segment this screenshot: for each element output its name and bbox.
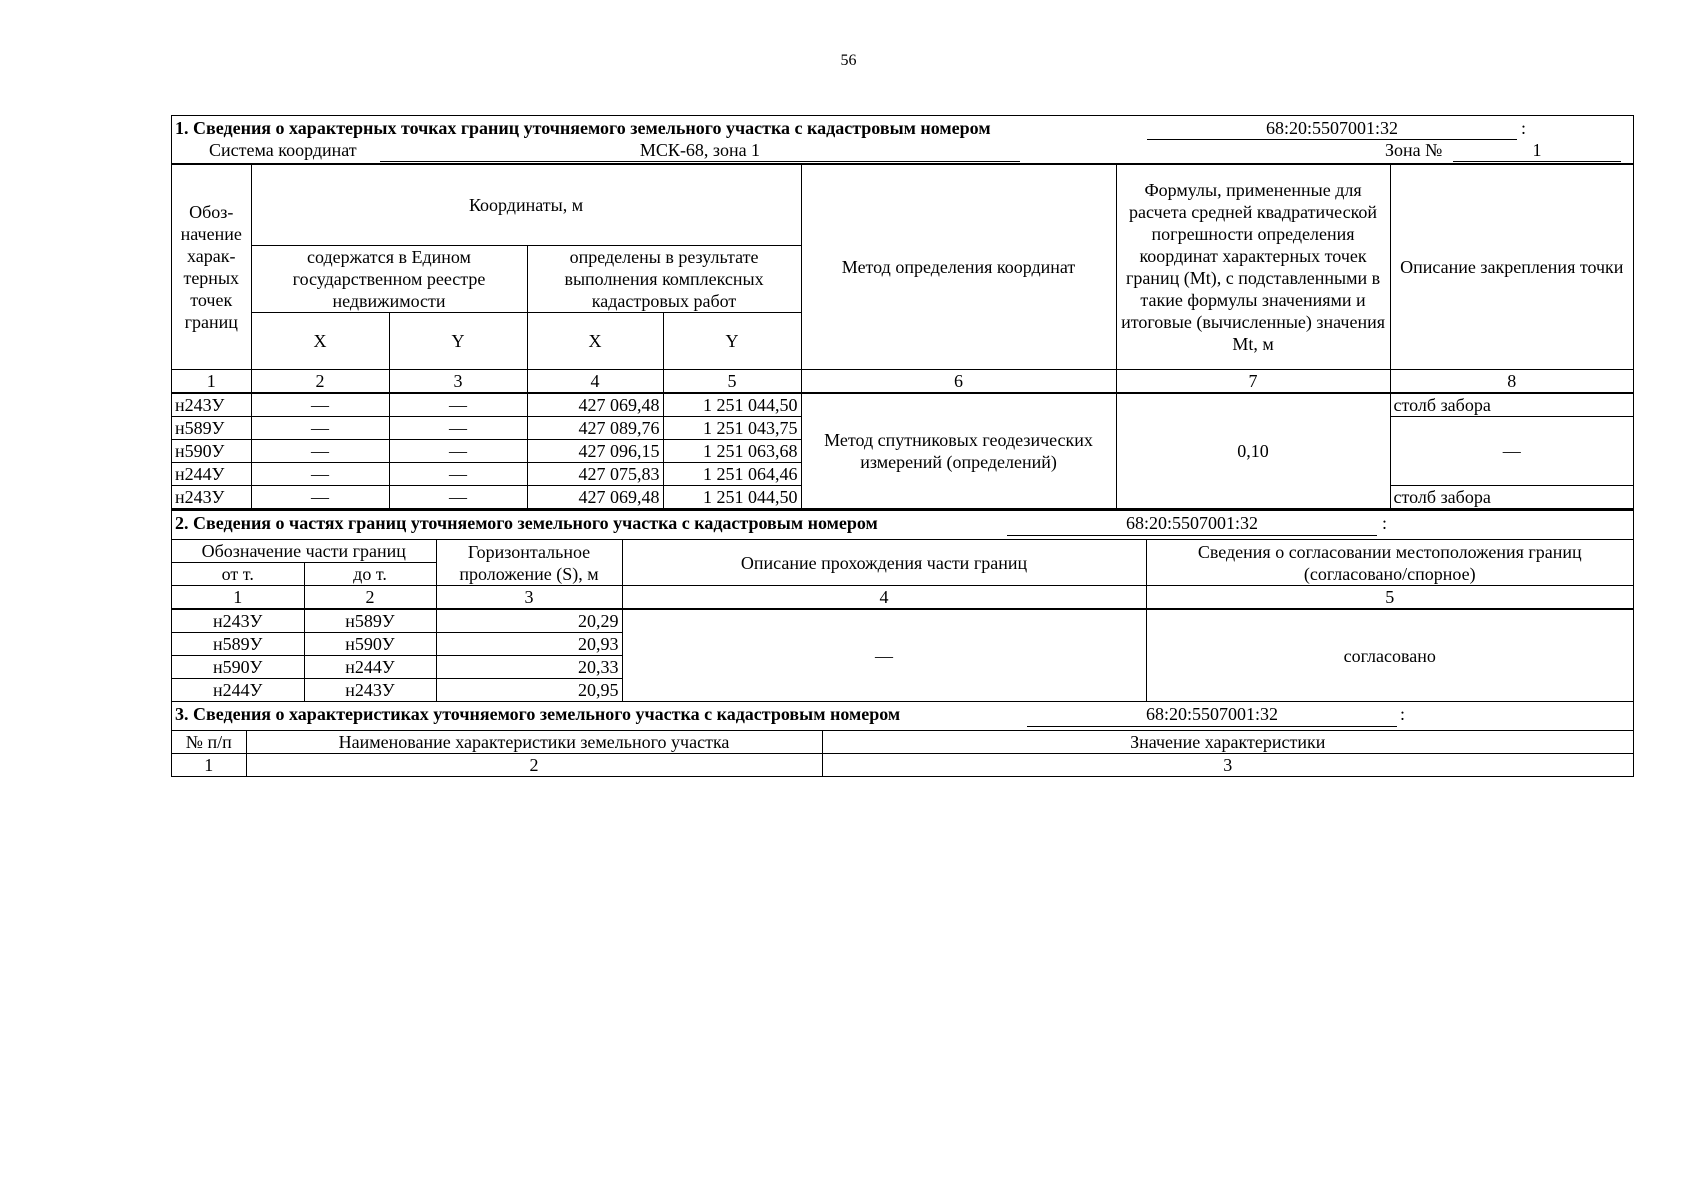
from-point: н244У — [172, 679, 304, 702]
col-number: 1 — [172, 370, 251, 394]
col-number: 7 — [1116, 370, 1390, 394]
section3-header — [172, 701, 1633, 731]
from-point: н590У — [172, 656, 304, 679]
y-value: 1 251 064,46 — [663, 463, 801, 486]
y-egrn: — — [389, 417, 527, 440]
section3-table — [172, 730, 1633, 776]
horizontal-value: 20,29 — [436, 609, 622, 633]
header-value: Значение характеристики — [822, 731, 1633, 754]
col-number: 4 — [527, 370, 663, 394]
mt-value: 0,10 — [1116, 393, 1390, 509]
col-number: 1 — [172, 754, 246, 777]
header-from: от т. — [172, 563, 304, 586]
table-row — [172, 609, 1633, 633]
section2-header — [172, 509, 1633, 540]
x-egrn: — — [251, 440, 389, 463]
point-name: н590У — [172, 440, 251, 463]
fixation-value: столб забора — [1390, 486, 1633, 509]
fixation-value: — — [1390, 417, 1633, 486]
y-value: 1 251 043,75 — [663, 417, 801, 440]
header-part: Обозначение части границ — [172, 540, 436, 563]
y-egrn: — — [389, 393, 527, 417]
section1-colon: : — [1521, 118, 1527, 138]
col-number: 1 — [172, 586, 304, 610]
y-egrn: — — [389, 440, 527, 463]
x-value: 427 096,15 — [527, 440, 663, 463]
zone-value: 1 — [1453, 139, 1621, 162]
column-numbers-row — [172, 586, 1633, 610]
section2-table — [172, 539, 1633, 702]
header-y2: Y — [663, 313, 801, 370]
col-number: 2 — [246, 754, 822, 777]
header-to: до т. — [304, 563, 436, 586]
header-horizontal: Горизонтальное проложение (S), м — [436, 540, 622, 586]
section1-title: 1. Сведения о характерных точках границ уточняемого земельного участка с кадастровым номером — [175, 118, 991, 138]
column-numbers-row — [172, 370, 1633, 394]
col-number: 5 — [1146, 586, 1633, 610]
header-name: Наименование характеристики земельного участка — [246, 731, 822, 754]
header-y1: Y — [389, 313, 527, 370]
header-formulas: Формулы, примененные для расчета средней квадратической погрешности определения координат характерных точек границ (Mt), с подставленными в такие формулы значениями и итоговые (вычисленные) значения Mt, м — [1116, 165, 1390, 370]
horizontal-value: 20,93 — [436, 633, 622, 656]
header-num: № п/п — [172, 731, 246, 754]
col-number: 2 — [251, 370, 389, 394]
to-point: н243У — [304, 679, 436, 702]
to-point: н244У — [304, 656, 436, 679]
header-designation: Обоз- начение харак- терных точек границ — [172, 165, 251, 370]
section1-header — [172, 116, 1633, 164]
col-number: 5 — [663, 370, 801, 394]
table-row — [172, 393, 1633, 417]
y-egrn: — — [389, 463, 527, 486]
section1-table — [172, 164, 1633, 509]
x-egrn: — — [251, 417, 389, 440]
horizontal-value: 20,33 — [436, 656, 622, 679]
header-description: Описание прохождения части границ — [622, 540, 1146, 586]
col-number: 6 — [801, 370, 1116, 394]
header-complex: определены в результате выполнения комплексных кадастровых работ — [527, 246, 801, 313]
method-value: Метод спутниковых геодезических измерений (определений) — [801, 393, 1116, 509]
col-number: 3 — [822, 754, 1633, 777]
x-value: 427 075,83 — [527, 463, 663, 486]
coord-system-label: Система координат — [209, 140, 357, 160]
col-number: 3 — [389, 370, 527, 394]
x-egrn: — — [251, 393, 389, 417]
section2-title: 2. Сведения о частях границ уточняемого земельного участка с кадастровым номером — [175, 513, 878, 533]
point-name: н243У — [172, 486, 251, 509]
agreement-value: согласовано — [1146, 609, 1633, 702]
coord-system-value: МСК-68, зона 1 — [380, 139, 1020, 162]
zone-label: Зона № — [1385, 140, 1443, 160]
col-number: 3 — [436, 586, 622, 610]
header-agreement: Сведения о согласовании местоположения границ (согласовано/спорное) — [1146, 540, 1633, 586]
to-point: н590У — [304, 633, 436, 656]
x-value: 427 089,76 — [527, 417, 663, 440]
section3-cadastral-number: 68:20:5507001:32 — [1027, 702, 1397, 727]
header-x1: X — [251, 313, 389, 370]
y-value: 1 251 063,68 — [663, 440, 801, 463]
cadastral-form — [171, 115, 1634, 777]
description-value: — — [622, 609, 1146, 702]
x-egrn: — — [251, 486, 389, 509]
x-value: 427 069,48 — [527, 393, 663, 417]
y-value: 1 251 044,50 — [663, 486, 801, 509]
page-number: 56 — [840, 52, 857, 69]
section2-colon: : — [1382, 513, 1388, 533]
from-point: н589У — [172, 633, 304, 656]
y-egrn: — — [389, 486, 527, 509]
col-number: 8 — [1390, 370, 1633, 394]
x-egrn: — — [251, 463, 389, 486]
header-x2: X — [527, 313, 663, 370]
point-name: н244У — [172, 463, 251, 486]
x-value: 427 069,48 — [527, 486, 663, 509]
header-method: Метод определения координат — [801, 165, 1116, 370]
col-number: 2 — [304, 586, 436, 610]
section3-title: 3. Сведения о характеристиках уточняемого земельного участка с кадастровым номером — [175, 704, 901, 724]
column-numbers-row — [172, 754, 1633, 777]
horizontal-value: 20,95 — [436, 679, 622, 702]
header-coordinates: Координаты, м — [251, 165, 801, 246]
section1-cadastral-number: 68:20:5507001:32 — [1147, 117, 1517, 140]
section3-colon: : — [1400, 704, 1406, 724]
section2-cadastral-number: 68:20:5507001:32 — [1007, 511, 1377, 536]
point-name: н589У — [172, 417, 251, 440]
from-point: н243У — [172, 609, 304, 633]
header-egrn: содержатся в Едином государственном реестре недвижимости — [251, 246, 527, 313]
point-name: н243У — [172, 393, 251, 417]
y-value: 1 251 044,50 — [663, 393, 801, 417]
fixation-value: столб забора — [1390, 393, 1633, 417]
header-fixation: Описание закрепления точки — [1390, 165, 1633, 370]
to-point: н589У — [304, 609, 436, 633]
col-number: 4 — [622, 586, 1146, 610]
